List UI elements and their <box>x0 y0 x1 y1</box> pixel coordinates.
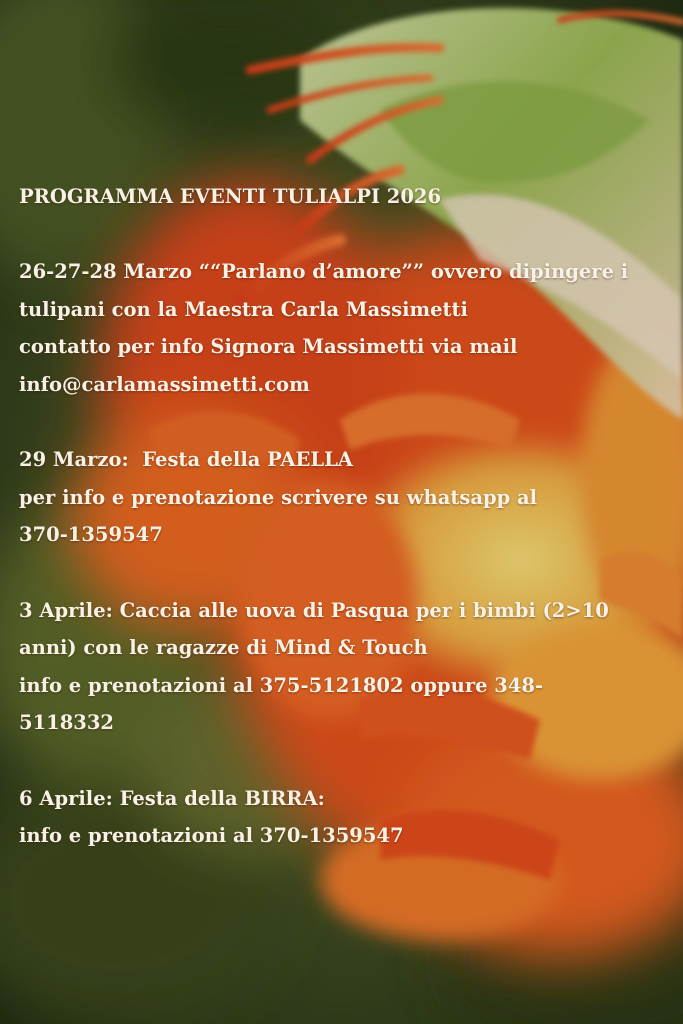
event-block-easter-egg-hunt <box>19 592 669 742</box>
spacer <box>19 404 669 442</box>
event-block-painting <box>19 253 669 403</box>
page-title: PROGRAMMA EVENTI TULIALPI 2026 <box>19 185 442 208</box>
event-line: contatto per info Signora Massimetti via mail <box>19 335 518 359</box>
spacer <box>19 216 669 254</box>
event-program-text <box>19 178 669 855</box>
event-block-beer-fest <box>19 780 669 855</box>
event-line: 5118332 <box>19 711 114 735</box>
event-line: info e prenotazioni al 375-5121802 oppure 348- <box>19 673 544 697</box>
event-line: info@carlamassimetti.com <box>19 372 310 396</box>
event-line: per info e prenotazione scrivere su whatsapp al <box>19 485 538 509</box>
event-line: 29 Marzo: Festa della PAELLA <box>19 448 353 472</box>
event-line: 6 Aprile: Festa della BIRRA: <box>19 786 325 810</box>
spacer <box>19 742 669 780</box>
event-block-paella <box>19 441 669 554</box>
event-line: 26-27-28 Marzo ““Parlano d’amore”” ovvero dipingere i <box>19 260 629 284</box>
event-line: tulipani con la Maestra Carla Massimetti <box>19 297 468 321</box>
event-line: info e prenotazioni al 370-1359547 <box>19 824 404 848</box>
event-line: 370-1359547 <box>19 523 163 547</box>
event-line: 3 Aprile: Caccia alle uova di Pasqua per i bimbi (2>10 <box>19 598 609 622</box>
event-line: anni) con le ragazze di Mind & Touch <box>19 636 428 660</box>
spacer <box>19 554 669 592</box>
